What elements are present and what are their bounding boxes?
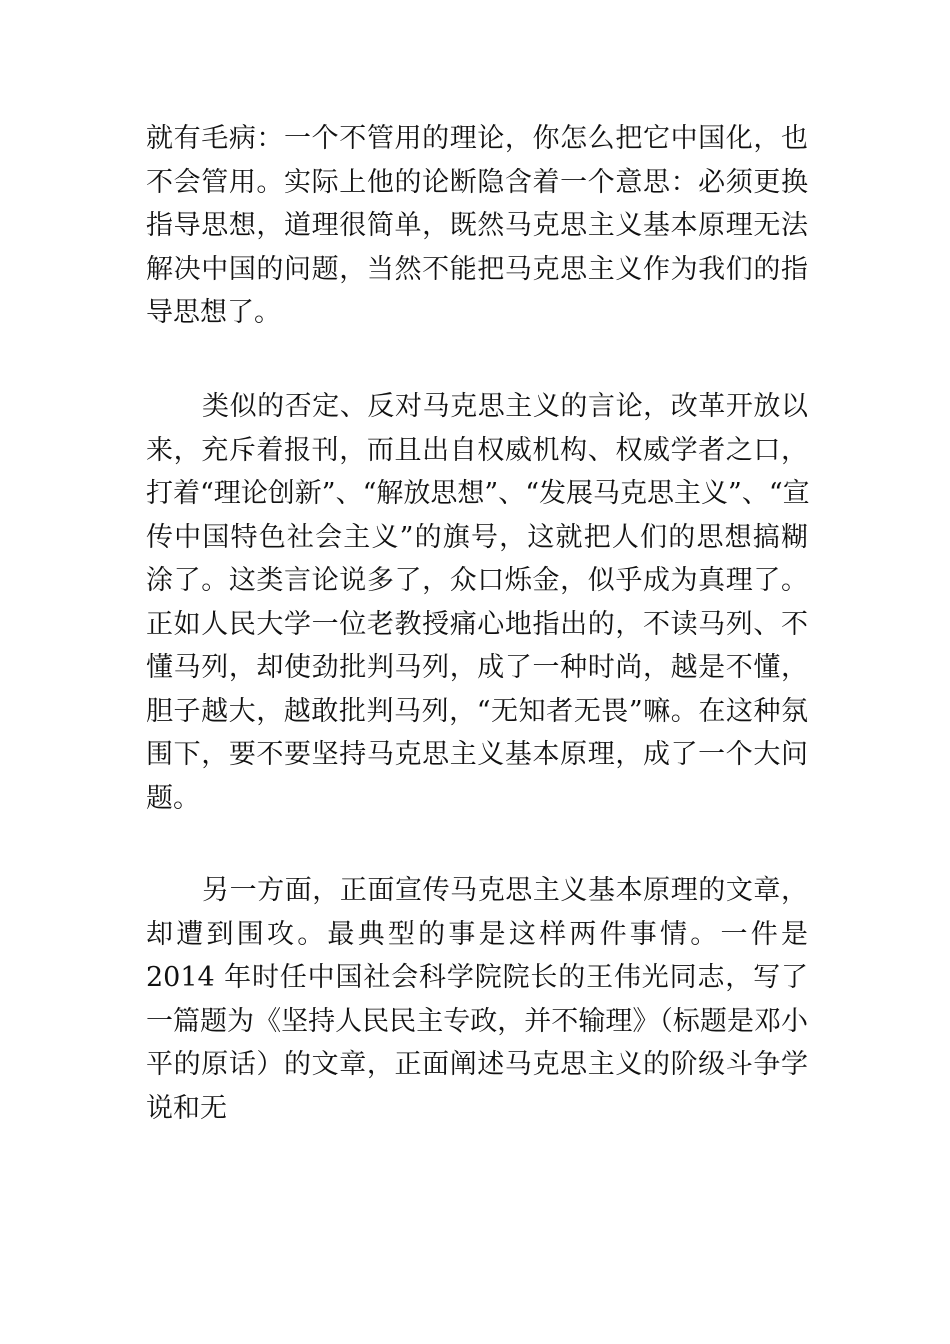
text-line: 正如人民大学一位老教授痛心地指出的，不读马列、不 xyxy=(146,608,808,640)
text-line: 来，充斥着报刊，而且出自权威机构、权威学者之口， xyxy=(146,434,808,466)
text-line: 题。 xyxy=(146,782,200,814)
text-line: 不会管用。实际上他的论断隐含着一个意思：必须更换 xyxy=(146,166,808,198)
text-line: 2014 年时任中国社会科学院院长的王伟光同志，写了 xyxy=(146,962,808,993)
text-line: 解决中国的问题，当然不能把马克思主义作为我们的指 xyxy=(146,253,808,285)
text-line: 说和无 xyxy=(146,1092,227,1124)
paragraph-3 xyxy=(146,869,808,1130)
paragraph-1 xyxy=(146,117,808,335)
text-line: 围下，要不要坚持马克思主义基本原理，成了一个大问 xyxy=(146,739,808,770)
text-line: 传中国特色社会主义”的旗号，这就把人们的思想搞糊 xyxy=(146,521,808,553)
text-line: 另一方面，正面宣传马克思主义基本原理的文章， xyxy=(202,875,808,906)
text-line: 打着“理论创新”、“解放思想”、“发展马克思主义”、“宣 xyxy=(146,478,810,509)
text-line: 类似的否定、反对马克思主义的言论，改革开放以 xyxy=(202,391,808,422)
text-line: 却遭到围攻。最典型的事是这样两件事情。一件是 xyxy=(146,918,808,950)
text-line: 胆子越大，越敢批判马列，“无知者无畏”嘛。在这种氛 xyxy=(146,695,808,727)
text-line: 涂了。这类言论说多了，众口烁金，似乎成为真理了。 xyxy=(146,565,808,596)
text-line: 平的原话）的文章，正面阐述马克思主义的阶级斗争学 xyxy=(146,1049,808,1080)
text-line: 一篇题为《坚持人民民主专政，并不输理》（标题是邓小 xyxy=(146,1005,808,1037)
text-line: 指导思想，道理很简单，既然马克思主义基本原理无法 xyxy=(146,210,808,241)
text-line: 导思想了。 xyxy=(146,297,281,328)
text-line: 懂马列，却使劲批判马列，成了一种时尚，越是不懂， xyxy=(146,652,808,683)
text-line: 就有毛病：一个不管用的理论，你怎么把它中国化，也 xyxy=(146,123,808,154)
paragraph-2 xyxy=(146,385,808,820)
